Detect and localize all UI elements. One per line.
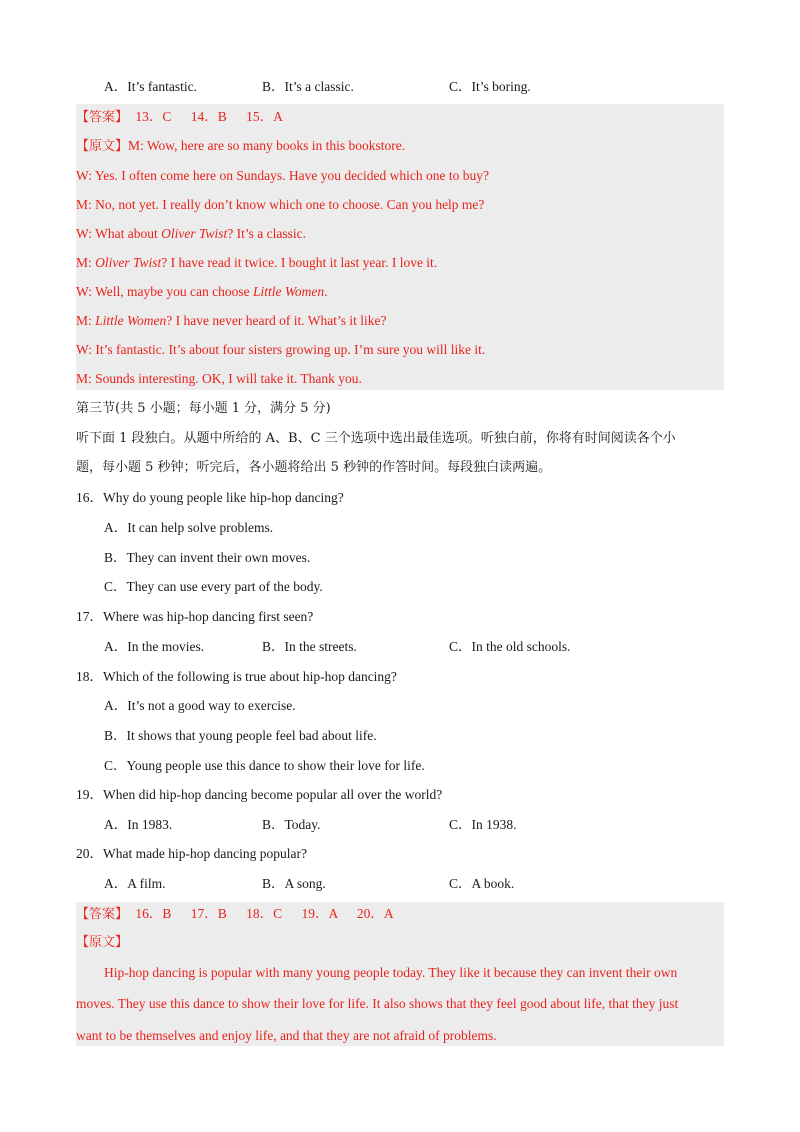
section3-instruction-1: 听下面 1 段独白。从题中所给的 A、B、C 三个选项中选出最佳选项。听独白前，你将有时间阅读各个小 bbox=[76, 431, 676, 446]
transcript2-tag: 【原文】 bbox=[76, 935, 129, 950]
question-17-option-a: A．In the movies. bbox=[104, 639, 205, 654]
transcript-text: ? I have read it twice. I bought it last year. I love it. bbox=[161, 255, 438, 270]
transcript-text: W: What about bbox=[76, 226, 162, 241]
question-16-option-a: A．It can help solve problems. bbox=[104, 520, 274, 535]
transcript-text: W: Yes. I often come here on Sundays. Have you decided which one to buy? bbox=[76, 168, 490, 183]
transcript1-line-5 bbox=[76, 283, 328, 301]
answer-item: 15．A bbox=[246, 109, 283, 124]
transcript-text: M: Wow, here are so many books in this bookstore. bbox=[128, 138, 406, 153]
transcript1-line-3 bbox=[76, 225, 306, 243]
book-title: Oliver Twist bbox=[95, 255, 162, 270]
transcript2-line-2: want to be themselves and enjoy life, and that they are not afraid of problems. bbox=[76, 1028, 497, 1043]
answer-line-1 bbox=[76, 108, 283, 127]
question-16-stem: 16．Why do young people like hip-hop dancing? bbox=[76, 490, 344, 505]
q15-option-b bbox=[262, 78, 354, 96]
option-text: It’s boring. bbox=[471, 79, 531, 94]
q15-option-c bbox=[449, 78, 531, 96]
answer-tag: 【答案】 bbox=[76, 907, 129, 922]
option-letter: B． bbox=[262, 79, 285, 94]
option-letter: C． bbox=[449, 79, 472, 94]
book-title: Oliver Twist bbox=[161, 226, 228, 241]
question-20-stem: 20．What made hip-hop dancing popular? bbox=[76, 846, 307, 861]
answer-item: 17．B bbox=[190, 906, 227, 921]
answer-item: 18．C bbox=[246, 906, 283, 921]
section3-heading: 第三节(共 5 小题；每小题 1 分，满分 5 分) bbox=[76, 401, 331, 416]
question-16-option-b: B．They can invent their own moves. bbox=[104, 550, 311, 565]
answer-tag: 【答案】 bbox=[76, 110, 129, 125]
answer-line-2 bbox=[76, 905, 394, 924]
answer-item: 14．B bbox=[190, 109, 227, 124]
transcript-text: M: Sounds interesting. OK, I will take it. Thank you. bbox=[76, 371, 362, 386]
question-18-stem: 18．Which of the following is true about hip-hop dancing? bbox=[76, 669, 397, 684]
question-17-option-c: C．In the old schools. bbox=[449, 639, 571, 654]
question-19-stem: 19．When did hip-hop dancing become popular all over the world? bbox=[76, 787, 443, 802]
transcript1-line-8 bbox=[76, 370, 362, 388]
q15-option-a bbox=[104, 78, 197, 96]
section3-instruction-2: 题，每小题 5 秒钟；听完后，各小题将给出 5 秒钟的作答时间。每段独白读两遍。 bbox=[76, 460, 552, 475]
question-20-option-b: B．A song. bbox=[262, 876, 326, 891]
transcript-text: M: No, not yet. I really don’t know which one to choose. Can you help me? bbox=[76, 197, 485, 212]
transcript-tag: 【原文】 bbox=[76, 139, 129, 154]
option-text: It’s fantastic. bbox=[127, 79, 197, 94]
transcript1-line-1 bbox=[76, 167, 489, 185]
answer-item: 16．B bbox=[135, 906, 172, 921]
question-18-option-c: C．Young people use this dance to show their love for life. bbox=[104, 758, 425, 773]
answer-item: 20．A bbox=[356, 906, 394, 921]
transcript-text: M: bbox=[76, 313, 96, 328]
answer-item: 19．A bbox=[301, 906, 339, 921]
transcript2-line-0: Hip-hop dancing is popular with many young people today. They like it because they can invent their own bbox=[104, 965, 678, 980]
question-16-option-c: C．They can use every part of the body. bbox=[104, 579, 323, 594]
transcript2-line-1: moves. They use this dance to show their love for life. It also shows that they feel good about life, that they just bbox=[76, 996, 679, 1011]
transcript1-line-0 bbox=[76, 137, 405, 156]
option-text: It’s a classic. bbox=[284, 79, 354, 94]
question-19-option-b: B．Today. bbox=[262, 817, 321, 832]
book-title: Little Women bbox=[95, 313, 167, 328]
transcript1-line-7 bbox=[76, 341, 485, 359]
answer-item: 13．C bbox=[135, 109, 172, 124]
transcript1-line-6 bbox=[76, 312, 386, 330]
question-20-option-c: C．A book. bbox=[449, 876, 515, 891]
question-19-option-a: A．In 1983. bbox=[104, 817, 173, 832]
transcript-text: ? I have never heard of it. What’s it like? bbox=[166, 313, 387, 328]
question-18-option-a: A．It’s not a good way to exercise. bbox=[104, 698, 296, 713]
question-19-option-c: C．In 1938. bbox=[449, 817, 517, 832]
question-20-option-a: A．A film. bbox=[104, 876, 166, 891]
transcript-text: W: Well, maybe you can choose bbox=[76, 284, 253, 299]
transcript-text: W: It’s fantastic. It’s about four sisters growing up. I’m sure you will like it. bbox=[76, 342, 486, 357]
transcript1-line-4 bbox=[76, 254, 437, 272]
question-17-stem: 17．Where was hip-hop dancing first seen? bbox=[76, 609, 314, 624]
book-title: Little Women bbox=[252, 284, 325, 299]
transcript-text: . bbox=[324, 284, 328, 299]
option-letter: A． bbox=[104, 79, 128, 94]
transcript1-line-2 bbox=[76, 196, 484, 214]
transcript-text: ? It’s a classic. bbox=[227, 226, 306, 241]
transcript-text: M: bbox=[76, 255, 96, 270]
question-18-option-b: B．It shows that young people feel bad about life. bbox=[104, 728, 377, 743]
question-17-option-b: B．In the streets. bbox=[262, 639, 357, 654]
